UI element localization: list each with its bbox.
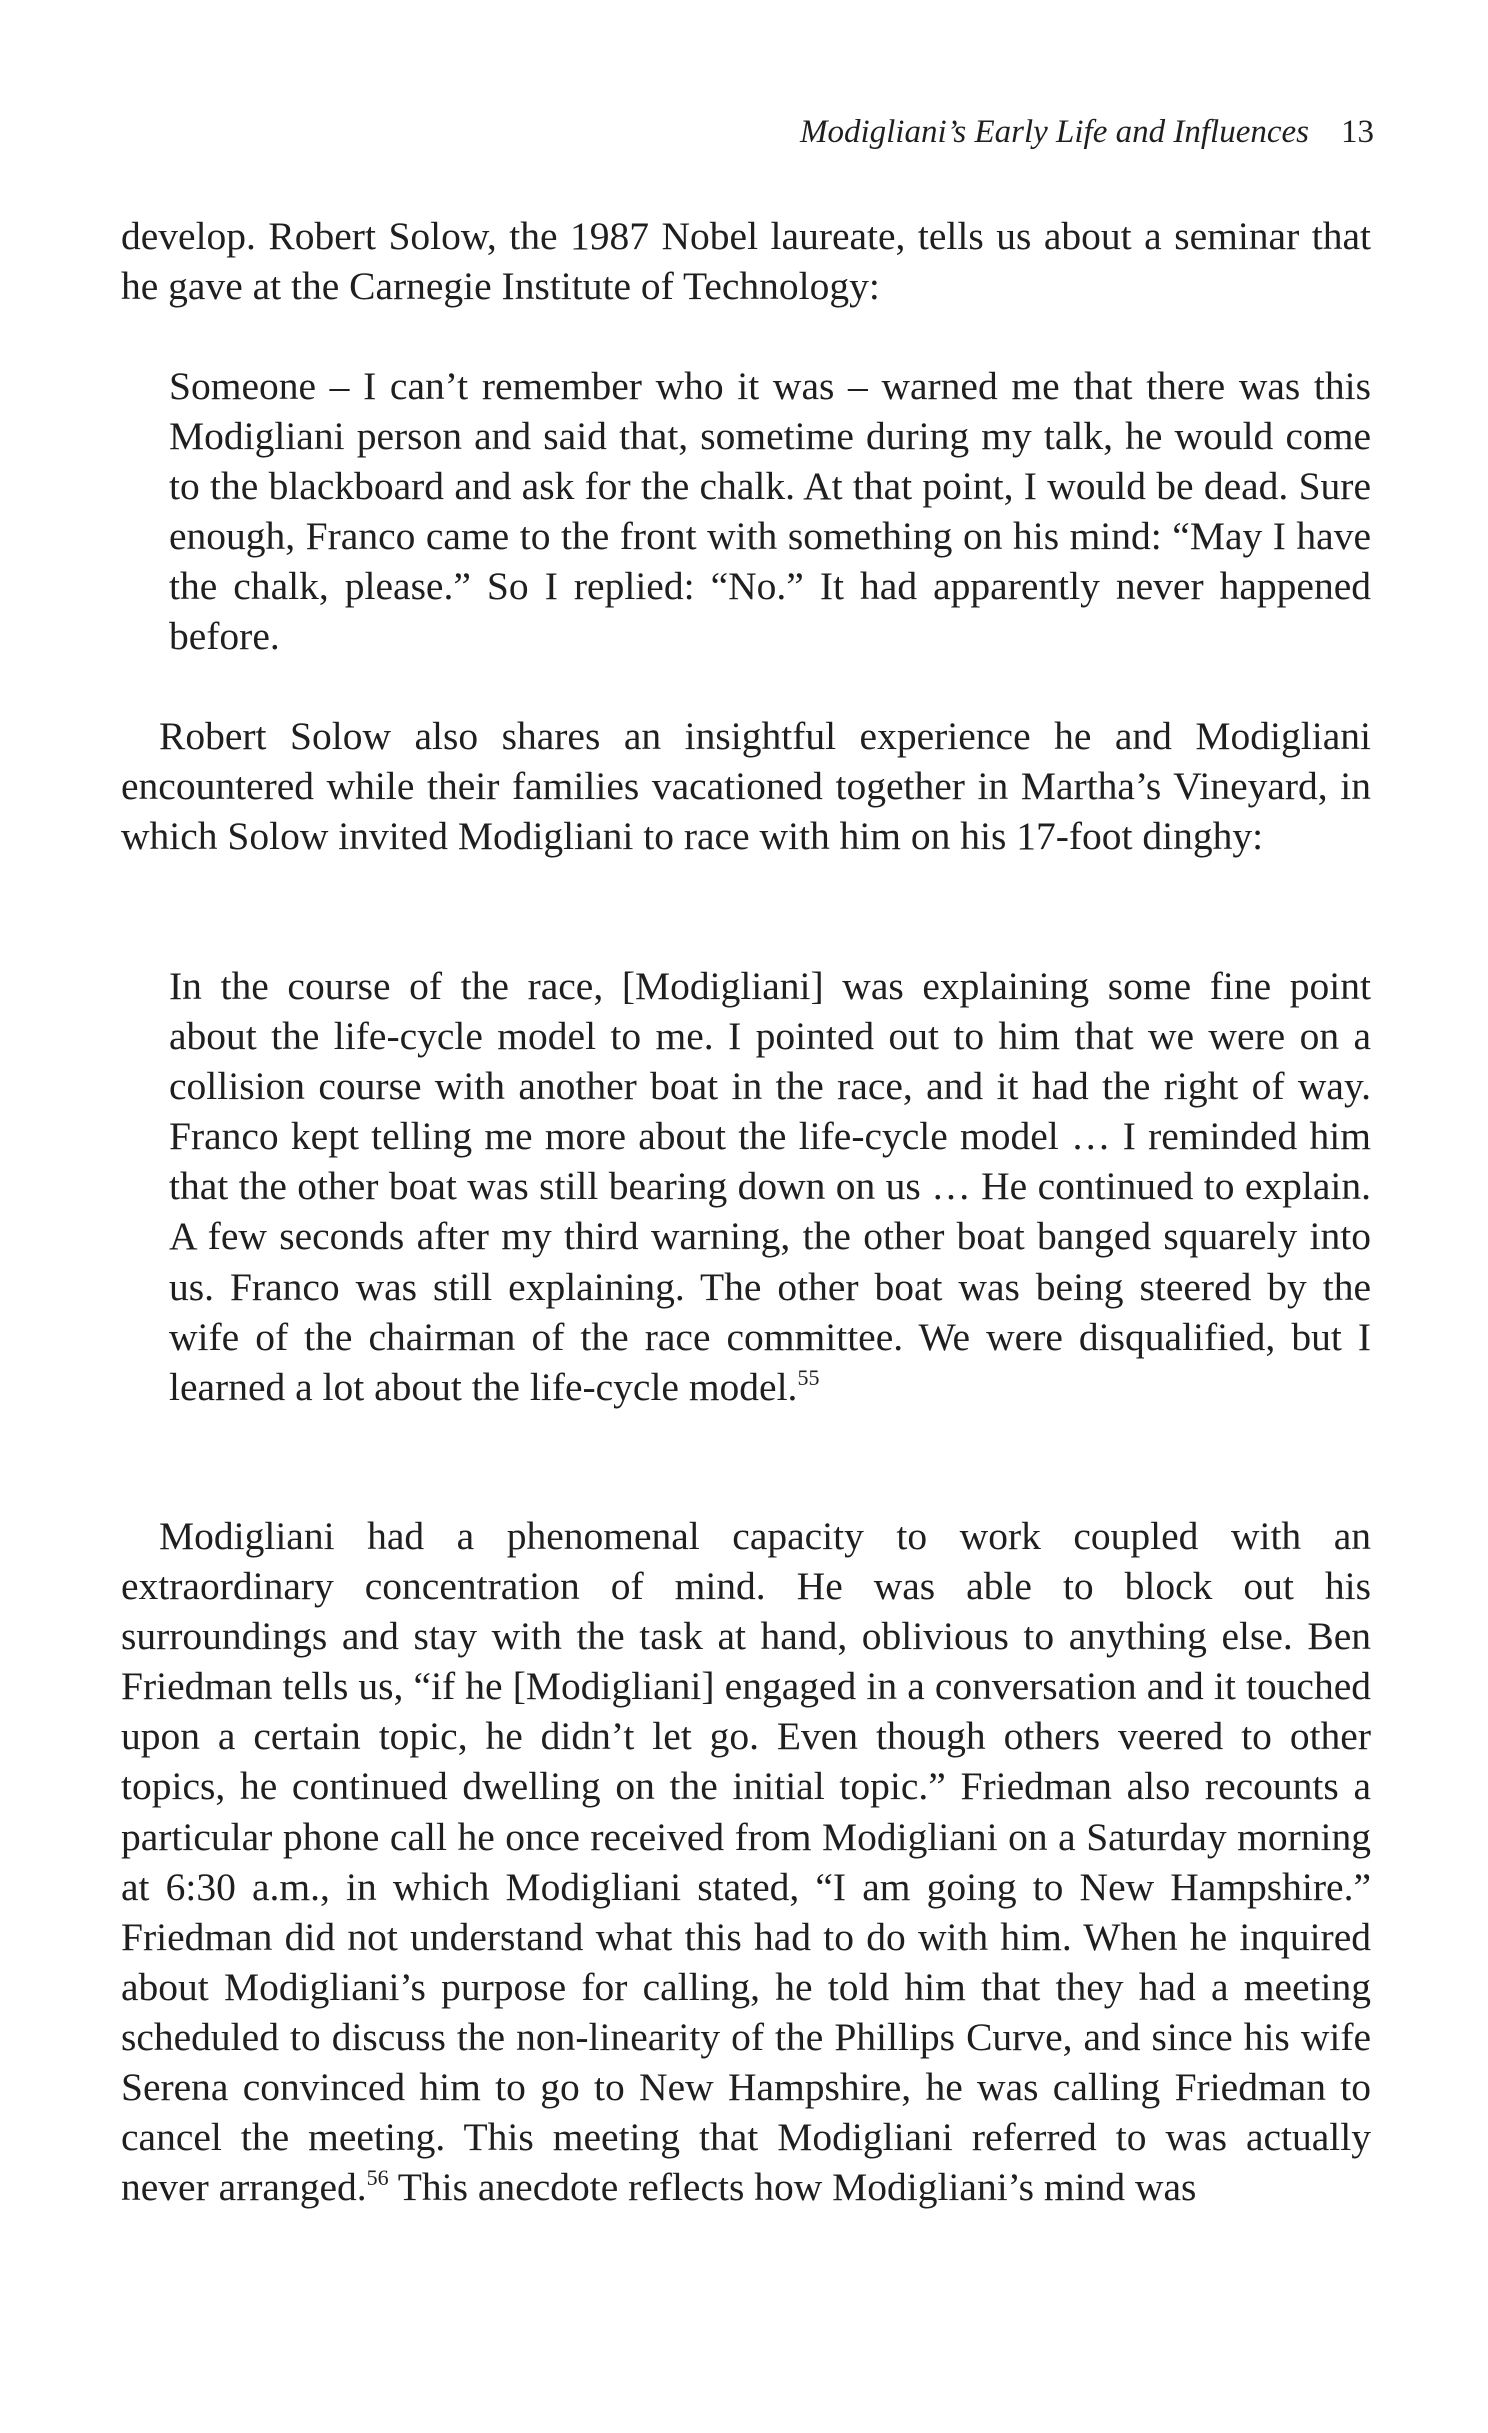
block-quote-2-text: In the course of the race, [Modigliani] was explaining some fine point about the life-cycle model to me. I pointed out to him that we were on a collision course with another boat in the race, and it had the right of way. Franco kept telling me more about the life-cycle model … I reminded him that the other boat was still bearing down on us … He continued to explain. A few seconds after my third warning, the other boat banged squarely into us. Franco was still explaining. The other boat was being steered by the wife of the chairman of the race committee. We were disqualified, but I learned a lot about the life-cycle model.: [169, 964, 1371, 1409]
paragraph-3-container: [121, 1511, 1371, 2212]
paragraph-2: Robert Solow also shares an insightful experience he and Modigliani encountered while their families vacationed together in Martha’s Vineyard, in which Solow invited Modigliani to race with him on his 17-foot dinghy:: [121, 714, 1371, 859]
footnote-ref-55: 55: [797, 1364, 820, 1390]
paragraph-2-container: [121, 711, 1371, 861]
page-number: 13: [1341, 114, 1374, 150]
paragraph-3: [121, 1511, 1371, 2212]
footnote-ref-56: 56: [366, 2165, 389, 2191]
block-quote-1-container: [121, 361, 1371, 662]
body-text: [121, 211, 1371, 311]
running-head: [800, 108, 1374, 156]
running-title: Modigliani’s Early Life and Influences: [799, 114, 1309, 150]
block-quote-2-container: [121, 961, 1371, 1412]
block-quote-2: [121, 961, 1371, 1412]
paragraph-3-text: Modigliani had a phenomenal capacity to work coupled with an extraordinary concentration of mind. He was able to block out his surroundings and stay with the task at hand, oblivious to anything else. Ben Friedman tells us, “if he [Modigliani] engaged in a conversation and it touched upon a certain topic, he didn’t let go. Even though others veered to other topics, he continued dwelling on the initial topic.” Friedman also recounts a particular phone call he once received from Modigliani on a Saturday morning at 6:30 a.m., in which Modigliani stated, “I am going to New Hampshire.” Friedman did not understand what this had to do with him. When he inquired about Modigliani’s purpose for calling, he told him that they had a meeting scheduled to discuss the non-linearity of the Phillips Curve, and since his wife Serena convinced him to go to New Hampshire, he was calling Friedman to cancel the meeting. This meeting that Modigliani referred to was actually never arranged.: [121, 1514, 1371, 2210]
paragraph-3-text-continued: This anecdote reflects how Modigliani’s mind was: [388, 2165, 1197, 2210]
block-quote-1: Someone – I can’t remember who it was – warned me that there was this Modigliani person and said that, sometime during my talk, he would come to the blackboard and ask for the chalk. At that point, I would be dead. Sure enough, Franco came to the front with something on his mind: “May I have the chalk, please.” So I replied: “No.” It had apparently never happened before.: [169, 364, 1371, 659]
paragraph-1: develop. Robert Solow, the 1987 Nobel laureate, tells us about a seminar that he gave at the Carnegie Institute of Technology:: [121, 214, 1371, 309]
